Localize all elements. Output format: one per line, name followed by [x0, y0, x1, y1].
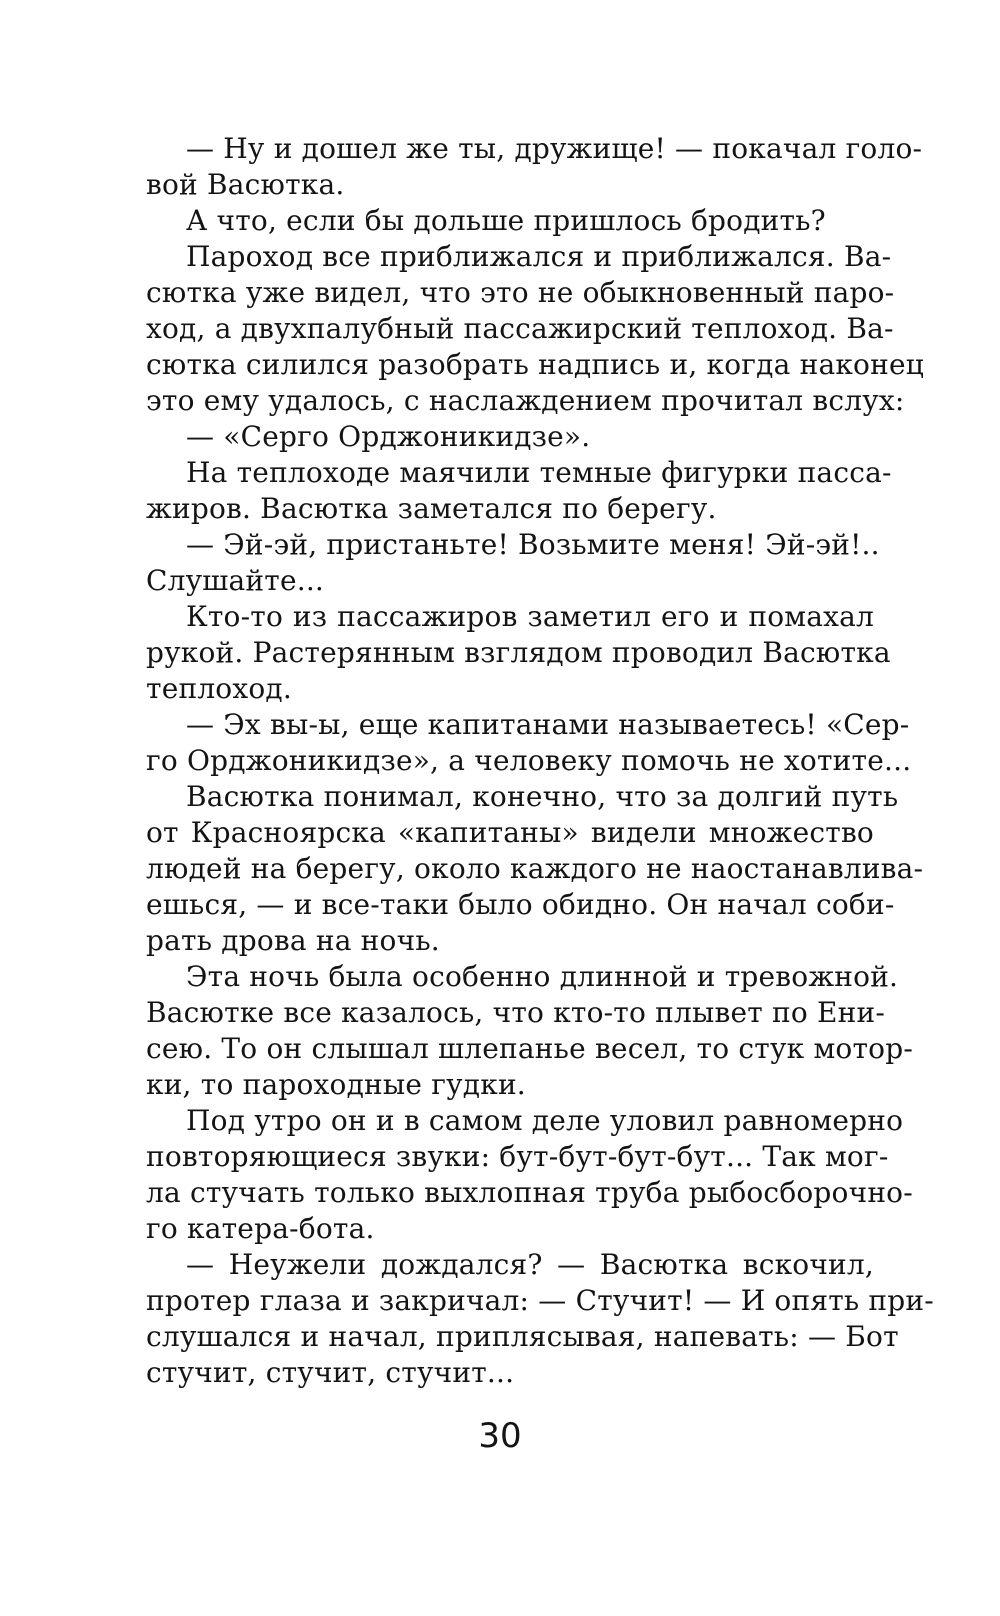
- text-line: ход, а двухпалубный пассажирский теплоход. Ва-: [146, 312, 894, 345]
- text-line: ки, то пароходные гудки.: [146, 1068, 526, 1101]
- text-line: — Эй-эй, пристаньте! Возьмите меня! Эй-эй!..: [186, 528, 880, 561]
- text-line: Эта ночь была особенно длинной и тревожной.: [186, 960, 899, 993]
- text-line: протер глаза и закричал: — Стучит! — И опять при-: [146, 1284, 934, 1317]
- text-line: го Орджоникидзе», а человеку помочь не хотите...: [146, 744, 912, 777]
- text-line: Васютке все казалось, что кто-то плывет по Ени-: [146, 996, 886, 1029]
- text-line: сютка силился разобрать надпись и, когда наконец: [146, 348, 924, 381]
- text-line: — Неужели дождался? — Васютка вскочил,: [186, 1248, 874, 1281]
- text-line: слушался и начал, приплясывая, напевать: — Бот: [146, 1320, 899, 1353]
- text-line: рукой. Растерянным взглядом проводил Васютка: [146, 636, 891, 669]
- text-line: стучит, стучит, стучит...: [146, 1356, 515, 1389]
- text-line: ешься, — и все-таки было обидно. Он начал соби-: [146, 888, 895, 921]
- text-line: На теплоходе маячили темные фигурки пасса-: [186, 456, 892, 489]
- text-line: го катера-бота.: [146, 1212, 375, 1245]
- body-text: [146, 131, 934, 1391]
- text-line: ла стучать только выхлопная труба рыбосборочно-: [146, 1176, 913, 1209]
- page-number: 30: [478, 1416, 522, 1456]
- text-line: это ему удалось, с наслаждением прочитал вслух:: [146, 384, 905, 417]
- text-line: от Красноярска «капитаны» видели множество: [146, 816, 874, 849]
- text-line: Кто-то из пассажиров заметил его и помахал: [186, 600, 874, 633]
- text-line: Васютка понимал, конечно, что за долгий путь: [186, 780, 899, 813]
- text-line: — Эх вы-ы, еще капитанами называетесь! «Сер-: [186, 708, 910, 741]
- text-line: Под утро он и в самом деле уловил равномерно: [186, 1104, 904, 1137]
- text-line: теплоход.: [146, 672, 292, 705]
- text-line: сютка уже видел, что это не обыкновенный паро-: [146, 276, 895, 309]
- text-line: Слушайте...: [146, 564, 325, 597]
- text-line: вой Васютка.: [146, 168, 345, 201]
- text-line: людей на берегу, около каждого не наостанавлива-: [146, 852, 924, 885]
- text-line: сею. То он слышал шлепанье весел, то стук мотор-: [146, 1032, 914, 1065]
- text-line: жиров. Васютка заметался по берегу.: [146, 492, 717, 525]
- text-line: — Ну и дошел же ты, дружище! — покачал голо-: [186, 132, 923, 165]
- text-line: Пароход все приближался и приближался. Ва-: [186, 240, 892, 273]
- text-line: А что, если бы дольше пришлось бродить?: [186, 204, 826, 237]
- text-line: повторяющиеся звуки: бут-бут-бут-бут... Так мог-: [146, 1140, 889, 1173]
- text-line: — «Серго Орджоникидзе».: [186, 420, 591, 453]
- text-line: рать дрова на ночь.: [146, 924, 440, 957]
